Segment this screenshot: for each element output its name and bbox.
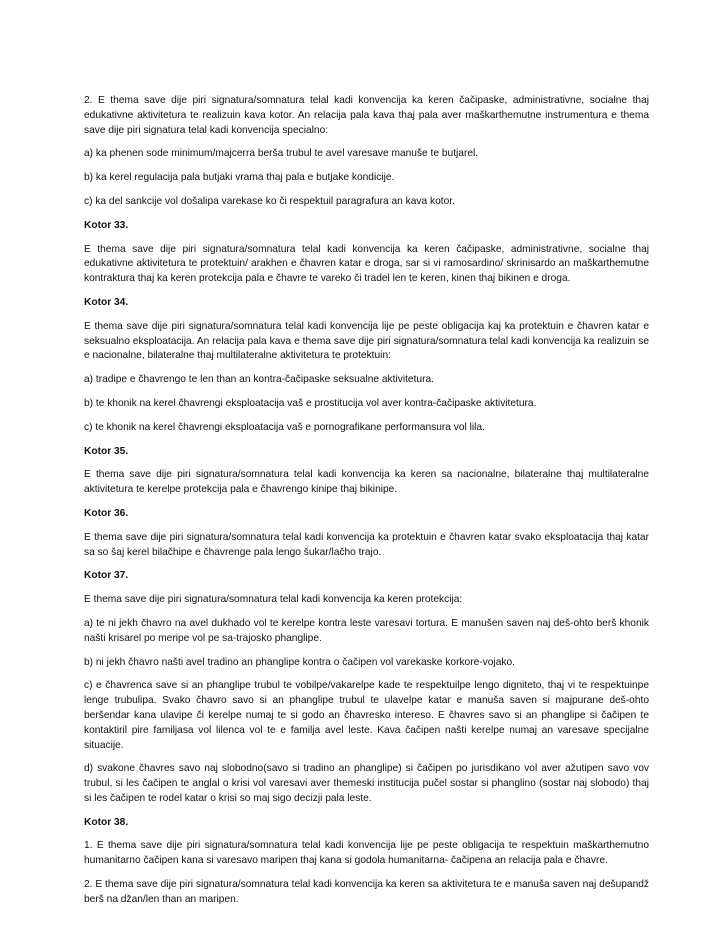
paragraph: c) ka del sankcije vol došalipa varekase ko či respektuil paragrafura an kava kotor. [84,195,455,207]
paragraph: E thema save dije piri signatura/somnatura telal kadi konvencija ka keren čačipaske, administrativne, socialne thaj edukativne aktivitetura te protektuin/ arakhen e čhavren katar e droga, sar si vi ramosardino/ skrinisardo an maškarthemutne kontraktura thaj ka keren protekcija pala e čhavre te vareko či tradel len te keren, kinen thaj bikinen e droga. [84,243,649,285]
paragraph: E thema save dije piri signatura/somnatura telal kadi konvencija ka keren sa nacionalne, bilateralne thaj multilateralne aktivitetura te kerelpe protekcija pala e čhavrengo kinipe thaj bikinipe. [84,469,649,496]
article-heading: Kotor 35. [84,445,129,457]
paragraph: 1. E thema save dije piri signatura/somnatura telal kadi konvencija lije pe peste obligacija te respektuin maškarthemutno humanitarno čačipen kana si varesavo maripen thaj kana si godola humanitarna- čačipena an relacija pala e čhavre. [84,840,649,867]
paragraph: 2. E thema save dije piri signatura/somnatura telal kadi konvencija ka keren čačipaske, administrativne, socialne thaj edukativne aktivitetura te realizuin kava kotor. An relacija pala kava thaj pala aver maškarthemutne instrumentura e thema save dije piri signatura telal kadi konvencija specialno: [84,95,649,136]
paragraph: E thema save dije piri signatura/somnatura telal kadi konvencija ka keren protekcija: [84,594,463,606]
paragraph: b) ka kerel regulacija pala butjaki vrama thaj pala e butjake kondicije. [84,172,395,184]
article-heading: Kotor 36. [84,507,129,519]
article-heading: Kotor 34. [84,296,129,308]
document-page [84,94,649,917]
paragraph: 2. E thema save dije piri signatura/somnatura telal kadi konvencija ka keren sa aktivitetura te e manuša saven naj dešupandž berš na džan/len than an maripen. [84,879,649,905]
paragraph: a) te ni jekh čhavro na avel dukhado vol te kerelpe kontra leste varesavi tortura. E manušen saven naj deš-ohto berš khonik našti krisarel po meripe vol pe sa-trajosko phanglipe. [84,617,649,644]
paragraph: E thema save dije piri signatura/somnatura telal kadi konvencija ka protektuin e čhavren katar svako eksploatacija thaj katar sa so šaj kerel bilačhipe e čhavrenge pala lengo šukar/lačho trajo. [84,531,649,558]
article-heading: Kotor 37. [84,570,129,582]
paragraph: c) e čhavrenca save si an phanglipe trubul te vobilpe/vakarelpe kade te respektuilpe lengo digniteto, thaj vi te respektuinpe lenge trubulipa. Svako čhavro savo si an phanglipe trubul te ulavelpe katar e manuša saven si majpurane deš-ohto beršendar kana ulavipe či kerelpe numaj te si godo an čhavresko intereso. E čhavres savo si an phanglipe si čačipen te kontaktiril pire familjasa vol lilenca vol te e familja avel leste. Kava čačipen našti kerelpe numaj an varesave specijalne situacije. [84,680,649,751]
paragraph: c) te khonik na kerel čhavrengi eksploatacija vaš e pornografikane performansura vol lila. [84,421,485,433]
article-heading: Kotor 33. [84,219,129,231]
article-heading: Kotor 38. [84,816,129,828]
paragraph: a) ka phenen sode minimum/majcerra berša trubul te avel varesave manuše te butjarel. [84,148,479,160]
paragraph: E thema save dije piri signatura/somnatura telal kadi konvencija lije pe peste obligacija kaj ka protektuin e čhavren katar e seksualno eksploatacija. An relacija pala kava e thema save dije piri signatura/somnatura telal kadi konvencija ka realizuin se e nacionalne, bilateralne thaj multilateralne aktivitetura te protektuin: [84,320,649,362]
paragraph: a) tradipe e čhavrengo te len than an kontra-čačipaske seksualne aktivitetura. [84,374,434,386]
paragraph: b) te khonik na kerel čhavrengi eksploatacija vaš e prostitucija vol aver kontra-čačipaske aktivitetura. [84,397,537,409]
paragraph: d) svakone čhavres savo naj slobodno(savo si tradino an phanglipe) si čačipen po jurisdikano vol aver ažutipen savo vov trubul, si les čačipen te anglal o krisi vol varesavi aver themeski institucija pučel sostar si phanglino (sostar naj slobodo) thaj si les čačipen te rodel katar o krisi so maj sigo decizji pala leste. [84,763,649,804]
paragraph: b) ni jekh čhavro našti avel tradino an phanglipe kontra o čačipen vol varekaske korkore-vojako. [84,656,515,668]
